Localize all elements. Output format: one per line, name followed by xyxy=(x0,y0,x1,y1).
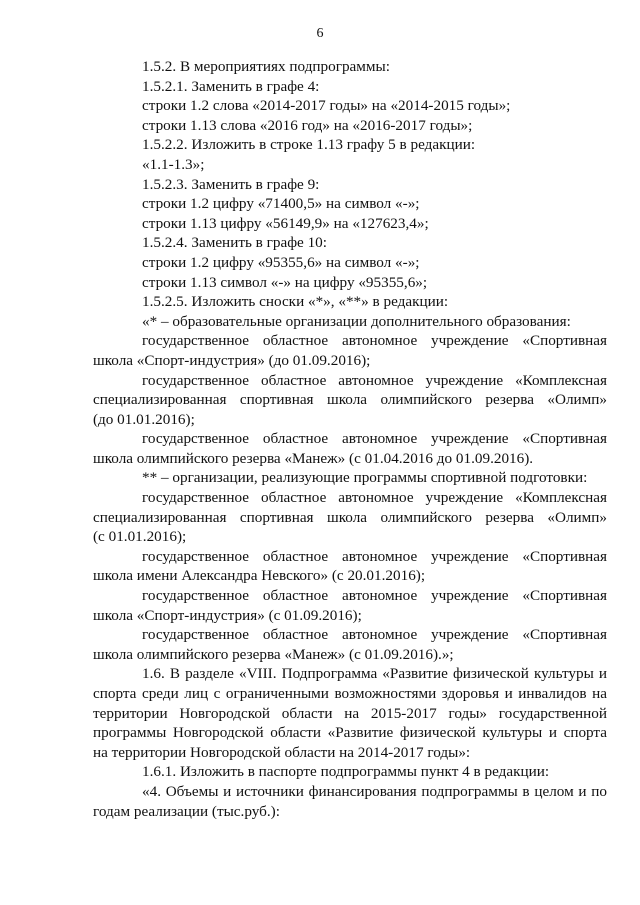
text-line: ** – организации, реализующие программы спортивной подготовки: xyxy=(142,469,588,487)
text-line: годам реализации (тыс.руб.): xyxy=(93,802,280,820)
text-line: школа олимпийского резерва «Манеж» (с 01.04.2016 до 01.09.2016). xyxy=(93,449,534,467)
text-line: строки 1.13 цифру «56149,9» на «127623,4»; xyxy=(142,214,429,232)
text-line: государственное областное автономное учреждение «Спортивная xyxy=(142,332,607,350)
text-line: строки 1.13 символ «-» на цифру «95355,6»; xyxy=(142,273,428,291)
text-line: строки 1.2 слова «2014-2017 годы» на «2014-2015 годы»; xyxy=(142,97,511,115)
text-line: «4. Объемы и источники финансирования подпрограммы в целом и по xyxy=(142,782,607,800)
text-line: государственное областное автономное учреждение «Комплексная xyxy=(142,371,607,389)
text-line: школа имени Александра Невского» (с 20.01.2016); xyxy=(93,567,426,585)
text-line: 1.5.2.4. Заменить в графе 10: xyxy=(142,234,327,252)
document-body xyxy=(93,57,607,821)
text-line: территории Новгородской области на 2015-2017 годы» государственной xyxy=(93,704,607,722)
text-line: специализированная спортивная школа олимпийского резерва «Олимп» xyxy=(93,508,607,526)
text-line: школа «Спорт-индустрия» (до 01.09.2016); xyxy=(93,351,371,369)
text-line: государственное областное автономное учреждение «Спортивная xyxy=(142,430,607,448)
text-line: (с 01.01.2016); xyxy=(93,528,187,546)
page-number: 6 xyxy=(316,26,324,41)
text-line: специализированная спортивная школа олимпийского резерва «Олимп» xyxy=(93,391,607,409)
text-line: государственное областное автономное учреждение «Спортивная xyxy=(142,547,607,565)
text-line: государственное областное автономное учреждение «Комплексная xyxy=(142,489,607,507)
text-line: 1.5.2.3. Заменить в графе 9: xyxy=(142,175,320,193)
text-line: 1.5.2.1. Заменить в графе 4: xyxy=(142,77,320,95)
text-line: 1.5.2.5. Изложить сноски «*», «**» в редакции: xyxy=(142,293,449,311)
text-line: на территории Новгородской области на 2014-2017 годы»: xyxy=(93,743,471,761)
text-line: государственное областное автономное учреждение «Спортивная xyxy=(142,626,607,644)
text-line: (до 01.01.2016); xyxy=(93,410,195,428)
text-line: государственное областное автономное учреждение «Спортивная xyxy=(142,587,607,605)
text-line: спорта среди лиц с ограниченными возможностями здоровья и инвалидов на xyxy=(93,685,607,702)
text-line: школа олимпийского резерва «Манеж» (с 01.09.2016).»; xyxy=(93,645,454,663)
text-line: строки 1.2 цифру «71400,5» на символ «-»; xyxy=(142,195,420,213)
text-line: строки 1.13 слова «2016 год» на «2016-2017 годы»; xyxy=(142,116,473,134)
text-line: 1.5.2.2. Изложить в строке 1.13 графу 5 в редакции: xyxy=(142,136,476,154)
text-line: «1.1-1.3»; xyxy=(142,155,205,173)
text-line: программы Новгородской области «Развитие физической культуры и спорта xyxy=(93,724,607,742)
text-line: 1.5.2. В мероприятиях подпрограммы: xyxy=(142,58,390,75)
text-line: 1.6. В разделе «VIII. Подпрограмма «Развитие физической культуры и xyxy=(142,665,607,683)
text-line: «* – образовательные организации дополнительного образования: xyxy=(142,312,571,330)
text-line: строки 1.2 цифру «95355,6» на символ «-»; xyxy=(142,253,420,271)
text-line: школа «Спорт-индустрия» (с 01.09.2016); xyxy=(93,606,362,624)
text-line: 1.6.1. Изложить в паспорте подпрограммы пункт 4 в редакции: xyxy=(142,763,550,781)
